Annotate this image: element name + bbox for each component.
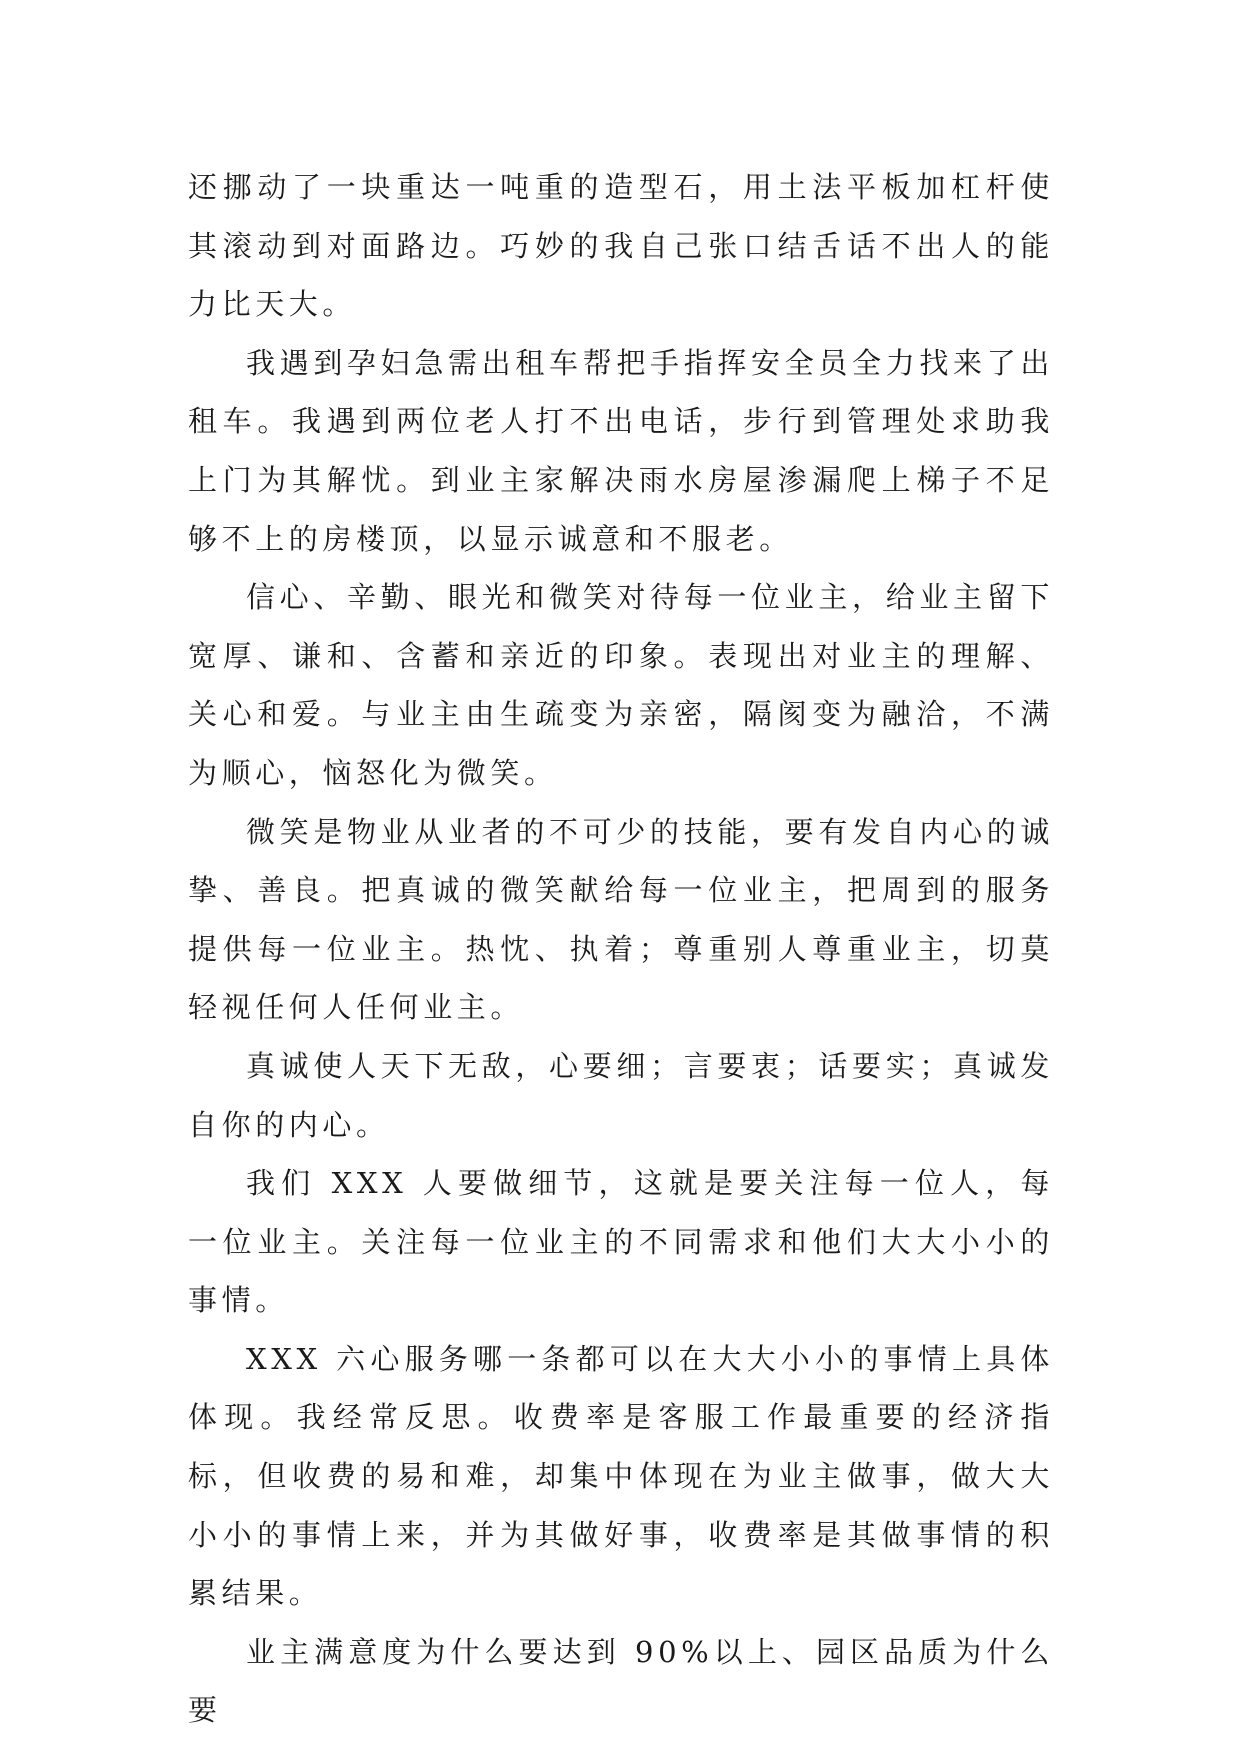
paragraph: 业主满意度为什么要达到 90%以上、园区品质为什么要 [188,1634,1054,1728]
document-body [188,158,1054,1740]
paragraph: XXX 六心服务哪一条都可以在大大小小的事情上具体体现。我经常反思。收费率是客服工作最重要的经济指标，但收费的易和难，却集中体现在为业主做事，做大大小小的事情上来，并为其做好事，收费率是其做事情的积累结果。 [188,1341,1054,1611]
paragraph: 微笑是物业从业者的不可少的技能，要有发自内心的诚挚、善良。把真诚的微笑献给每一位业主，把周到的服务提供每一位业主。热忱、执着；尊重别人尊重业主，切莫轻视任何人任何业主。 [188,814,1054,1025]
paragraph: 我遇到孕妇急需出租车帮把手指挥安全员全力找来了出租车。我遇到两位老人打不出电话，步行到管理处求助我上门为其解忧。到业主家解决雨水房屋渗漏爬上梯子不足够不上的房楼顶，以显示诚意和不服老。 [188,345,1054,556]
paragraph: 还挪动了一块重达一吨重的造型石，用土法平板加杠杆使其滚动到对面路边。巧妙的我自己张口结舌话不出人的能力比天大。 [188,170,1054,322]
paragraph: 真诚使人天下无敌，心要细；言要衷；话要实；真诚发自你的内心。 [188,1048,1054,1142]
paragraph: 信心、辛勤、眼光和微笑对待每一位业主，给业主留下宽厚、谦和、含蓄和亲近的印象。表现出对业主的理解、关心和爱。与业主由生疏变为亲密，隔阂变为融洽，不满为顺心，恼怒化为微笑。 [188,580,1054,790]
paragraph: 我们 XXX 人要做细节，这就是要关注每一位人，每一位业主。关注每一位业主的不同需求和他们大大小小的事情。 [188,1166,1054,1318]
